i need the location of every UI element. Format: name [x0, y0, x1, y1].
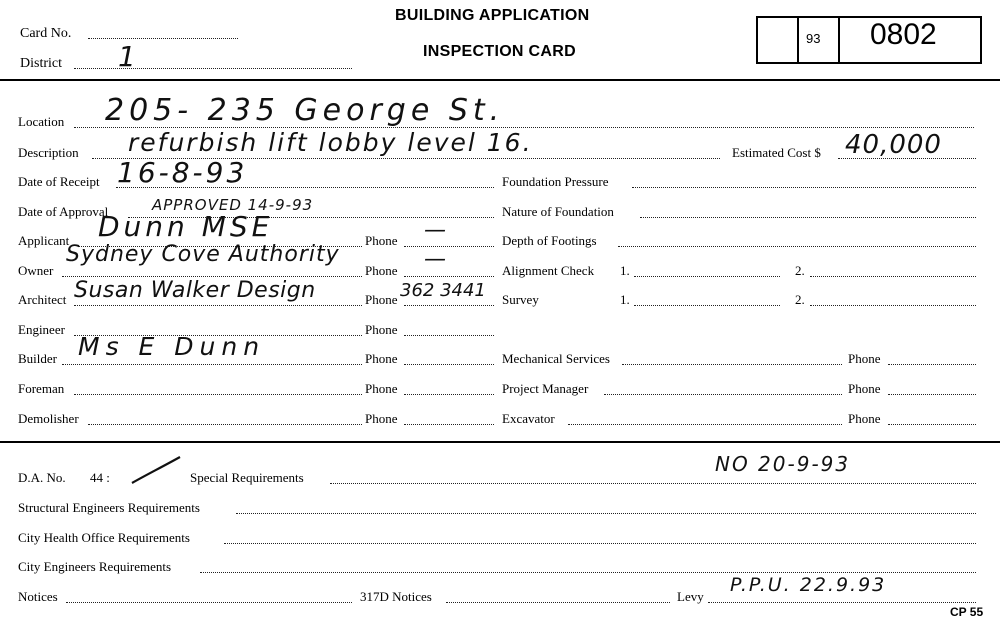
- engineer-phone-label: Phone: [365, 322, 398, 337]
- card-no-line: [88, 38, 238, 39]
- foreman-line: [74, 394, 362, 395]
- location-value: 205- 235 George St.: [105, 93, 505, 128]
- excavator-phone-label: Phone: [848, 411, 881, 426]
- city-eng-label: City Engineers Requirements: [18, 559, 172, 574]
- project-manager-phone-line: [888, 394, 976, 395]
- da-no-value: 44 :: [90, 470, 110, 485]
- notices-317d-line: [446, 602, 670, 603]
- description-value: refurbish lift lobby level 16.: [128, 128, 533, 157]
- title-line-1: BUILDING APPLICATION: [395, 7, 590, 24]
- notices-317d-label: 317D Notices: [360, 589, 432, 604]
- architect-phone-line: [404, 305, 494, 306]
- date-approval-value: APPROVED 14-9-93: [152, 196, 314, 214]
- nature-foundation-label: Nature of Foundation: [502, 204, 614, 219]
- project-manager-phone-label: Phone: [848, 381, 881, 396]
- alignment-2-line: [810, 276, 976, 277]
- excavator-label: Excavator: [502, 411, 555, 426]
- card-number: 0802: [870, 18, 937, 51]
- title-line-2: INSPECTION CARD: [423, 43, 576, 60]
- demolisher-line: [88, 424, 362, 425]
- builder-value: Ms E Dunn: [78, 332, 266, 361]
- date-receipt-label: Date of Receipt: [18, 174, 100, 189]
- owner-line: [62, 276, 362, 277]
- levy-value: P.P.U. 22.9.93: [730, 574, 887, 596]
- special-req-value: NO 20-9-93: [715, 452, 851, 476]
- demolisher-phone-label: Phone: [365, 411, 398, 426]
- estimated-cost-value: 40,000: [845, 130, 942, 160]
- survey-2-line: [810, 305, 976, 306]
- project-manager-label: Project Manager: [502, 381, 589, 396]
- mechanical-phone-label: Phone: [848, 351, 881, 366]
- estimated-cost-label: Estimated Cost $: [732, 145, 821, 160]
- city-eng-line: [200, 572, 976, 573]
- survey-1-label: 1.: [620, 292, 630, 307]
- description-label: Description: [18, 145, 79, 160]
- nature-foundation-line: [640, 217, 976, 218]
- alignment-check-label: Alignment Check: [502, 263, 595, 278]
- applicant-value: Dunn MSE: [98, 210, 274, 243]
- foreman-phone-label: Phone: [365, 381, 398, 396]
- architect-value: Susan Walker Design: [74, 278, 316, 303]
- notices-line: [66, 602, 352, 603]
- foundation-pressure-label: Foundation Pressure: [502, 174, 609, 189]
- engineer-label: Engineer: [18, 322, 65, 337]
- mechanical-line: [622, 364, 842, 365]
- da-no-label: D.A. No.: [18, 470, 66, 485]
- box-divider-1: [797, 16, 799, 62]
- excavator-line: [568, 424, 842, 425]
- owner-phone: —: [424, 247, 447, 272]
- architect-label: Architect: [18, 292, 67, 307]
- district-line: [74, 68, 352, 69]
- special-req-label: Special Requirements: [190, 470, 304, 485]
- levy-line: [708, 602, 976, 603]
- survey-2-label: 2.: [795, 292, 805, 307]
- builder-phone-label: Phone: [365, 351, 398, 366]
- engineer-phone-line: [404, 335, 494, 336]
- form-code: CP 55: [950, 605, 984, 619]
- applicant-label: Applicant: [18, 233, 70, 248]
- excavator-phone-line: [888, 424, 976, 425]
- demolisher-phone-line: [404, 424, 494, 425]
- health-line: [224, 543, 976, 544]
- builder-line: [62, 364, 362, 365]
- applicant-phone: —: [424, 218, 447, 243]
- card-number-box: [756, 16, 982, 64]
- architect-line: [74, 305, 362, 306]
- special-req-line: [330, 483, 976, 484]
- mechanical-phone-line: [888, 364, 976, 365]
- district-value: 1: [118, 40, 137, 73]
- depth-footings-line: [618, 246, 976, 247]
- applicant-phone-label: Phone: [365, 233, 398, 248]
- architect-phone: 362 3441: [400, 280, 486, 301]
- mechanical-label: Mechanical Services: [502, 351, 610, 366]
- builder-phone-line: [404, 364, 494, 365]
- owner-label: Owner: [18, 263, 54, 278]
- date-receipt-value: 16-8-93: [117, 156, 248, 189]
- header-divider: [0, 79, 1000, 81]
- owner-value: Sydney Cove Authority: [66, 242, 340, 267]
- foreman-label: Foreman: [18, 381, 65, 396]
- district-label: District: [20, 56, 62, 71]
- foreman-phone-line: [404, 394, 494, 395]
- alignment-1-label: 1.: [620, 263, 630, 278]
- structural-line: [236, 513, 976, 514]
- location-label: Location: [18, 114, 65, 129]
- survey-1-line: [634, 305, 780, 306]
- card-no-label: Card No.: [20, 26, 72, 41]
- date-approval-label: Date of Approval: [18, 204, 109, 219]
- levy-label: Levy: [677, 589, 704, 604]
- mid-divider: [0, 441, 1000, 443]
- demolisher-label: Demolisher: [18, 411, 79, 426]
- owner-phone-line: [404, 276, 494, 277]
- builder-label: Builder: [18, 351, 57, 366]
- alignment-2-label: 2.: [795, 263, 805, 278]
- architect-phone-label: Phone: [365, 292, 398, 307]
- structural-label: Structural Engineers Requirements: [18, 500, 200, 515]
- project-manager-line: [604, 394, 842, 395]
- health-label: City Health Office Requirements: [18, 530, 190, 545]
- tick-mark-icon: [128, 455, 184, 487]
- owner-phone-label: Phone: [365, 263, 398, 278]
- box-divider-2: [838, 16, 840, 62]
- notices-label: Notices: [18, 589, 58, 604]
- foundation-pressure-line: [632, 187, 976, 188]
- depth-footings-label: Depth of Footings: [502, 233, 597, 248]
- applicant-phone-line: [404, 246, 494, 247]
- card-year: 93: [806, 31, 821, 46]
- alignment-1-line: [634, 276, 780, 277]
- survey-label: Survey: [502, 292, 539, 307]
